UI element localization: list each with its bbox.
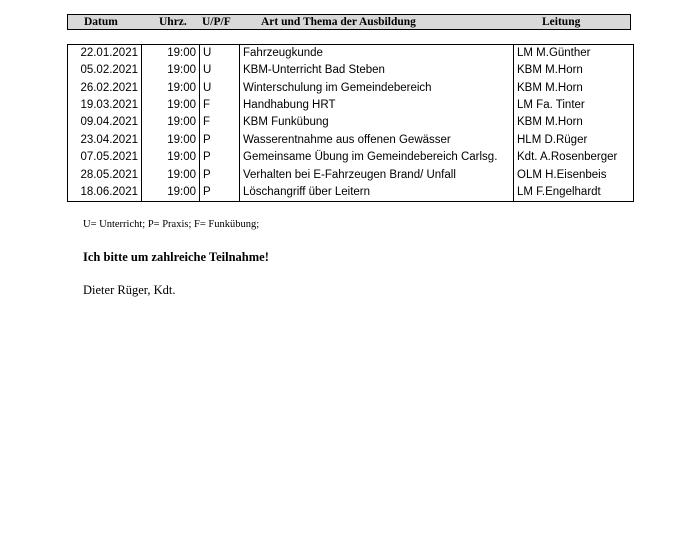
- cell-type: P: [200, 184, 240, 202]
- cell-lead: LM Fa. Tinter: [514, 97, 634, 114]
- table-row: [68, 184, 634, 202]
- appeal-text: Ich bitte um zahlreiche Teilnahme!: [83, 250, 269, 264]
- cell-type: U: [200, 79, 240, 96]
- table-row: [68, 45, 634, 63]
- cell-date: 05.02.2021: [68, 62, 142, 79]
- cell-type: U: [200, 62, 240, 79]
- cell-topic: Wasserentnahme aus offenen Gewässer: [240, 132, 514, 149]
- table-row: [68, 97, 634, 114]
- cell-time: 19:00: [142, 114, 200, 131]
- cell-lead: Kdt. A.Rosenberger: [514, 149, 634, 166]
- cell-type: F: [200, 97, 240, 114]
- cell-date: 07.05.2021: [68, 149, 142, 166]
- cell-time: 19:00: [142, 132, 200, 149]
- header-datum: Datum: [84, 16, 118, 28]
- table-row: [68, 114, 634, 131]
- cell-topic: Winterschulung im Gemeindebereich: [240, 79, 514, 96]
- table-row: [68, 166, 634, 183]
- cell-lead: KBM M.Horn: [514, 79, 634, 96]
- cell-date: 22.01.2021: [68, 45, 142, 63]
- cell-lead: OLM H.Eisenbeis: [514, 166, 634, 183]
- cell-topic: Verhalten bei E-Fahrzeugen Brand/ Unfall: [240, 166, 514, 183]
- cell-topic: Löschangriff über Leitern: [240, 184, 514, 202]
- cell-date: 09.04.2021: [68, 114, 142, 131]
- header-leitung: Leitung: [542, 16, 581, 28]
- cell-type: P: [200, 166, 240, 183]
- table-row: [68, 132, 634, 149]
- cell-lead: LM F.Engelhardt: [514, 184, 634, 202]
- schedule-table: [67, 44, 634, 202]
- cell-date: 28.05.2021: [68, 166, 142, 183]
- cell-topic: KBM-Unterricht Bad Steben: [240, 62, 514, 79]
- cell-date: 23.04.2021: [68, 132, 142, 149]
- cell-time: 19:00: [142, 45, 200, 63]
- legend-text: U= Unterricht; P= Praxis; F= Funkübung;: [83, 219, 260, 230]
- cell-time: 19:00: [142, 166, 200, 183]
- cell-lead: HLM D.Rüger: [514, 132, 634, 149]
- header-thema: Art und Thema der Ausbildung: [261, 16, 416, 28]
- cell-type: P: [200, 149, 240, 166]
- header-uhrzeit: Uhrz.: [159, 16, 187, 28]
- cell-time: 19:00: [142, 97, 200, 114]
- cell-topic: Fahrzeugkunde: [240, 45, 514, 63]
- cell-time: 19:00: [142, 79, 200, 96]
- table-row: [68, 79, 634, 96]
- cell-time: 19:00: [142, 184, 200, 202]
- table-header: [67, 14, 631, 30]
- cell-lead: KBM M.Horn: [514, 114, 634, 131]
- cell-time: 19:00: [142, 62, 200, 79]
- cell-type: F: [200, 114, 240, 131]
- cell-topic: Gemeinsame Übung im Gemeindebereich Carlsg.: [240, 149, 514, 166]
- table-row: [68, 149, 634, 166]
- cell-topic: Handhabung HRT: [240, 97, 514, 114]
- cell-topic: KBM Funkübung: [240, 114, 514, 131]
- cell-time: 19:00: [142, 149, 200, 166]
- cell-type: U: [200, 45, 240, 63]
- cell-type: P: [200, 132, 240, 149]
- cell-date: 18.06.2021: [68, 184, 142, 202]
- cell-lead: KBM M.Horn: [514, 62, 634, 79]
- header-upf: U/P/F: [202, 16, 231, 28]
- cell-date: 19.03.2021: [68, 97, 142, 114]
- table-row: [68, 62, 634, 79]
- cell-date: 26.02.2021: [68, 79, 142, 96]
- signature-text: Dieter Rüger, Kdt.: [83, 283, 176, 297]
- cell-lead: LM M.Günther: [514, 45, 634, 63]
